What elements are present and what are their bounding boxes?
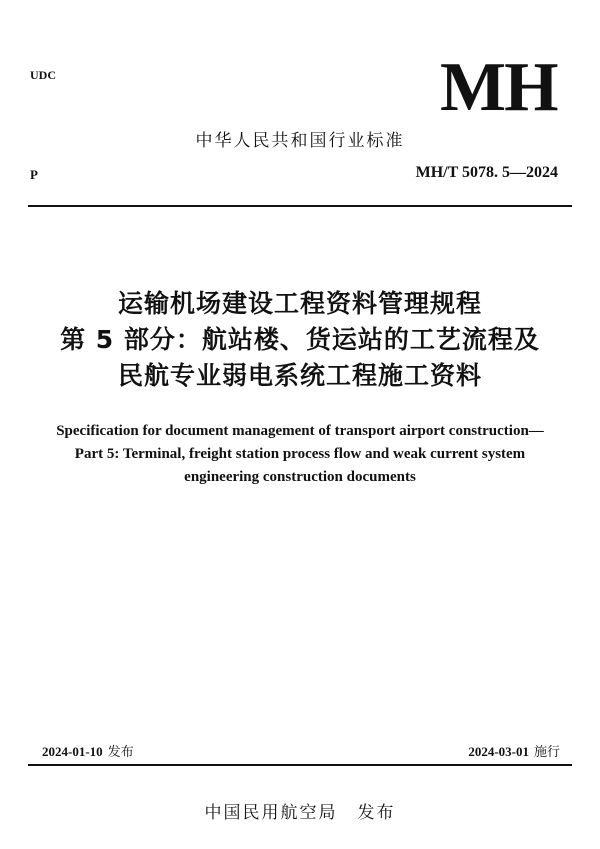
- issue-date-block: [42, 741, 134, 760]
- issuer-action: 发布: [357, 803, 396, 823]
- issue-label: 发布: [107, 745, 134, 760]
- title-en-line-1: Specification for document management of transport airport construction—: [56, 423, 544, 439]
- title-en-line-2: Part 5: Terminal, freight station process flow and weak current system: [74, 446, 526, 462]
- bottom-divider: [28, 764, 572, 766]
- classification-code: P: [30, 167, 38, 182]
- issuer-name: 中国民用航空局: [204, 803, 338, 823]
- title-en-line-3: engineering construction documents: [184, 469, 416, 485]
- udc-label: UDC: [30, 68, 56, 82]
- issue-date: 2024-01-10: [42, 744, 103, 759]
- issuer-block: [0, 798, 600, 823]
- implement-date: 2024-03-01: [468, 744, 529, 759]
- title-cn-line-3: 民航专业弱电系统工程施工资料: [117, 361, 482, 390]
- implement-label: 施行: [533, 745, 560, 760]
- title-cn-line-1: 运输机场建设工程资料管理规程: [117, 289, 482, 318]
- title-cn-line-2: 第 5 部分：航站楼、货运站的工艺流程及: [60, 325, 540, 354]
- standard-type: 中华人民共和国行业标准: [195, 131, 405, 151]
- mh-logo: MH: [440, 49, 557, 126]
- implement-date-block: [468, 741, 560, 760]
- standard-number: MH/T 5078. 5—2024: [415, 164, 558, 181]
- top-divider: [28, 205, 572, 207]
